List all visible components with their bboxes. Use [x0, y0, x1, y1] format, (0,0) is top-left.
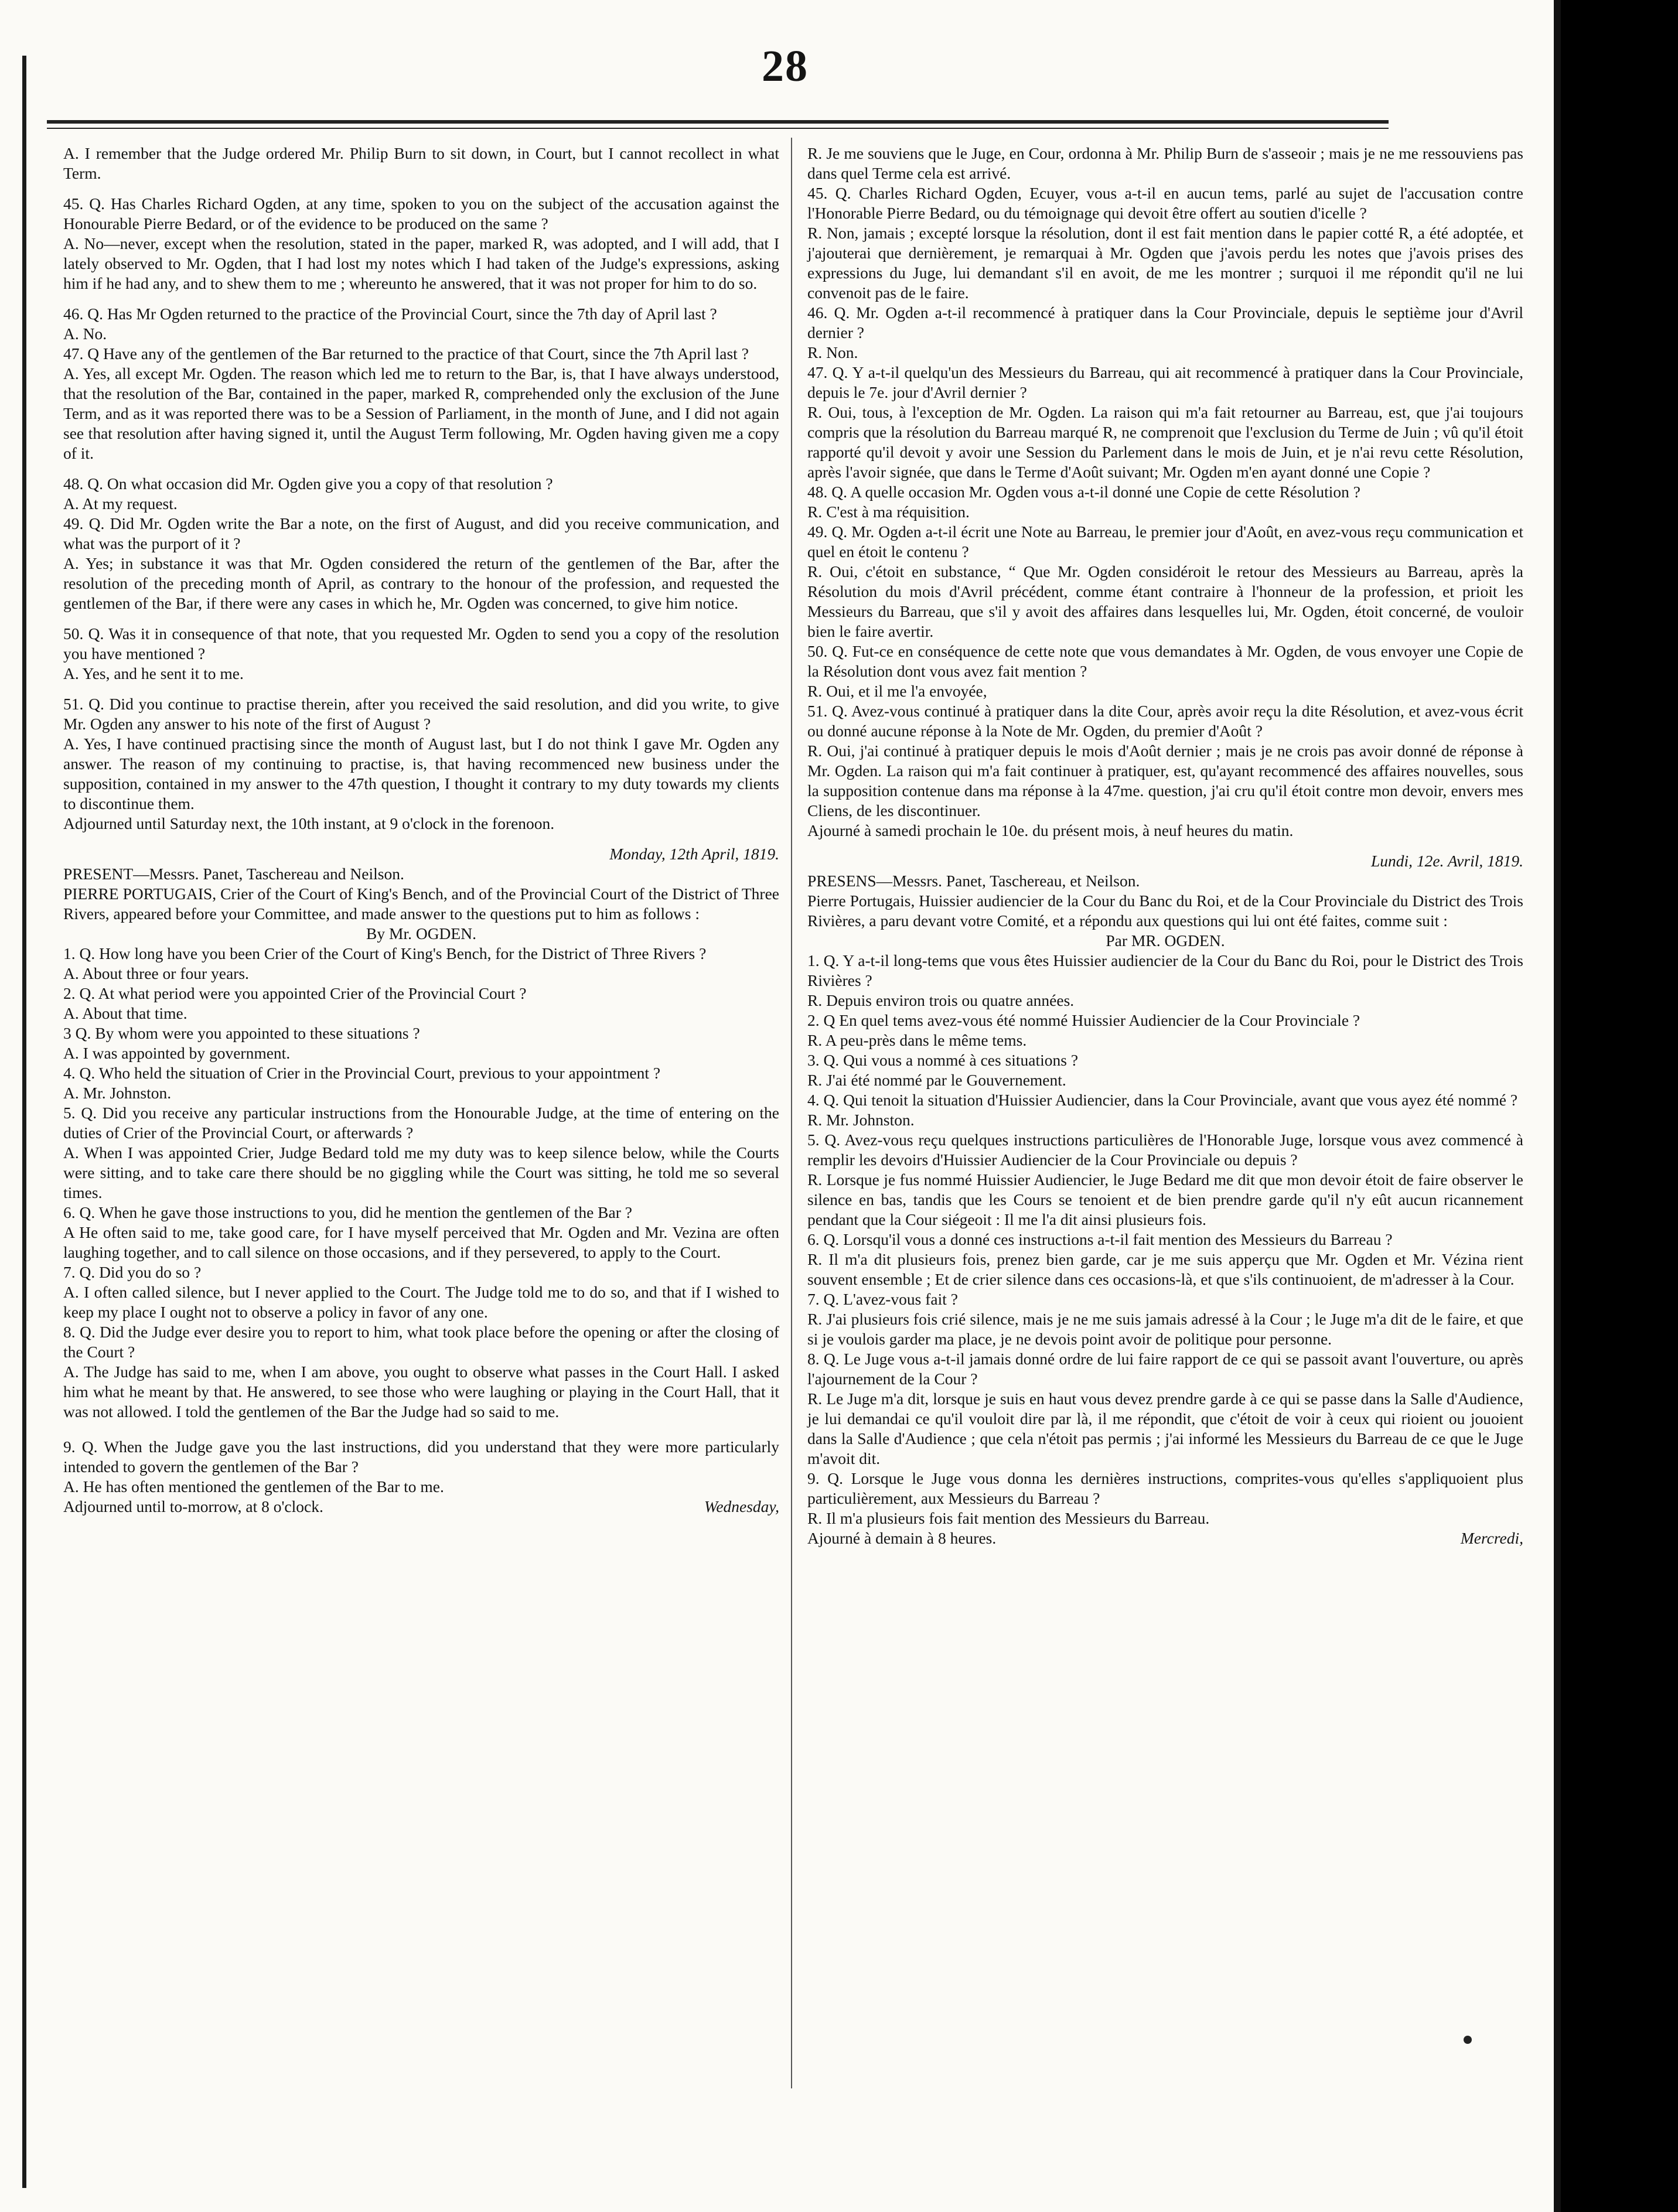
paragraph: Pierre Portugais, Huissier audiencier de la Cour du Banc du Roi, et de la Cour Provinciale du District des Trois Rivières, a paru devant votre Comité, et a répondu aux questions qui lui ont été faites, comme suit :	[807, 892, 1523, 930]
paragraph: 51. Q. Did you continue to practise therein, after you received the said resolution, and did you write, to give Mr. Ogden any answer to his note of the first of August ?	[63, 695, 779, 733]
adjournment-note: Adjourned until to-morrow, at 8 o'clock.	[63, 1497, 323, 1515]
paragraph: A. When I was appointed Crier, Judge Bedard told me my duty was to keep silence below, while the Courts were sitting, and to take care there should be no giggling while the Court was sitting, he told me so several times.	[63, 1143, 779, 1201]
catchword: Wednesday,	[704, 1497, 779, 1515]
paragraph: A. I remember that the Judge ordered Mr. Philip Burn to sit down, in Court, but I cannot recollect in what Term.	[63, 144, 779, 182]
paragraph: A. Yes, all except Mr. Ogden. The reason which led me to return to the Bar, is, that I have always understood, that the resolution of the Bar, contained in the paper, marked R, comprehended only the exclusion of the June Term, and as it was reported there was to be a Session of Parliament, in the month of June, and I did not again see that resolution after having signed it, until the August Term following, Mr. Ogden having given me a copy of it.	[63, 364, 779, 462]
paragraph: 4. Q. Qui tenoit la situation d'Huissier Audiencier, dans la Cour Provinciale, avant que vous ayez été nommé ?	[807, 1091, 1518, 1109]
paragraph: A. No—never, except when the resolution, stated in the paper, marked R, was adopted, and I will add, that I lately observed to Mr. Ogden, that I had lost my notes which I had taken of the Judge's expressions, asking him if he had any, and to shew them to me ; whereunto he answered, that it was not proper for him to do so.	[63, 234, 779, 292]
paragraph: R. Je me souviens que le Juge, en Cour, ordonna à Mr. Philip Burn de s'asseoir ; mais je ne me ressouviens pas dans quel Terme cela est arrivé.	[807, 144, 1523, 182]
page-left-shadow	[22, 56, 26, 2188]
paragraph: 8. Q. Did the Judge ever desire you to report to him, what took place before the opening or after the closing of the Court ?	[63, 1323, 779, 1361]
paragraph: 4. Q. Who held the situation of Crier in the Provincial Court, previous to your appointment ?	[63, 1064, 661, 1082]
catchword: Mercredi,	[1460, 1529, 1523, 1547]
paragraph: A. Yes, I have continued practising since the month of August last, but I do not think I gave Mr. Ogden any answer. The reason of my continuing to practise, is, that having recommenced new business under the supposition, contained in my answer to the 47th question, I thought it contrary to my duty towards my clients to discontinue them.	[63, 735, 779, 813]
paragraph: 5. Q. Avez-vous reçu quelques instructions particulières de l'Honorable Juge, lorsque vous avez commencé à remplir les devoirs d'Huissier Audiencier de la Cour Provinciale ou depuis ?	[807, 1131, 1523, 1169]
header-rule-thick	[47, 120, 1389, 124]
paragraph: 2. Q En quel tems avez-vous été nommé Huissier Audiencier de la Cour Provinciale ?	[807, 1011, 1360, 1029]
paragraph: R. Il m'a dit plusieurs fois, prenez bien garde, car je me suis apperçu que Mr. Ogden et Mr. Vézina rient souvent ensemble ; Et de crier silence dans ces occasions-là, et que s'ils continuoient, de m'adresser à la Cour.	[807, 1250, 1523, 1288]
paragraph: A He often said to me, take good care, for I have myself perceived that Mr. Ogden and Mr. Vezina are often laughing together, and to call silence on those occasions, and if they persevered, to apply to the Court.	[63, 1223, 779, 1261]
paragraph: PRESENT—Messrs. Panet, Taschereau and Neilson.	[63, 865, 404, 883]
paragraph: 50. Q. Was it in consequence of that note, that you requested Mr. Ogden to send you a copy of the resolution you have mentioned ?	[63, 624, 779, 663]
paragraph-spacer	[63, 1422, 779, 1437]
french-column	[807, 144, 1523, 1548]
paragraph: R. Depuis environ trois ou quatre années.	[807, 991, 1075, 1009]
paragraph: A. About that time.	[63, 1004, 187, 1022]
paragraph: 50. Q. Fut-ce en conséquence de cette note que vous demandates à Mr. Ogden, de vous envoyer une Copie de la Résolution dont vous avez fait mention ?	[807, 642, 1523, 680]
paragraph: 2. Q. At what period were you appointed Crier of the Provincial Court ?	[63, 984, 527, 1002]
paragraph: R. Oui, tous, à l'exception de Mr. Ogden. La raison qui m'a fait retourner au Barreau, est, que j'ai toujours compris que la résolution du Barreau marqué R, ne comprenoit que l'exclusion du Terme de Juin ; vû qu'il étoit rapporté qu'il devoit y avoir une Session du Parlement dans le mois de Juin, et je n'ai revu cette Résolution, après l'avoir signée, que dans le Terme d'Août suivant; Mr. Ogden m'en ayant donné une Copie ?	[807, 403, 1523, 481]
paragraph: 3 Q. By whom were you appointed to these situations ?	[63, 1024, 420, 1042]
paragraph: R. Lorsque je fus nommé Huissier Audiencier, le Juge Bedard me dit que mon devoir étoit de faire observer le silence en bas, tandis que les Cours se tenoient et de bien prendre garde qu'il n'y eût aucun ricannement pendant que la Cour siégeoit : Il me l'a dit ainsi plusieurs fois.	[807, 1170, 1523, 1228]
paragraph: 9. Q. Lorsque le Juge vous donna les dernières instructions, comprites-vous qu'elles s'appliquoient plus particulièrement, aux Messieurs du Barreau ?	[807, 1469, 1523, 1507]
paragraph: R. Non.	[807, 343, 858, 361]
paragraph: 1. Q. How long have you been Crier of the Court of King's Bench, for the District of Three Rivers ?	[63, 944, 707, 962]
adjournment-note: Ajourné à demain à 8 heures.	[807, 1529, 997, 1547]
paragraph: 7. Q. Did you do so ?	[63, 1263, 202, 1281]
paragraph: 5. Q. Did you receive any particular instructions from the Honourable Judge, at the time of entering on the duties of Crier of the Provincial Court, or afterwards ?	[63, 1104, 779, 1142]
paragraph: A. I often called silence, but I never applied to the Court. The Judge told me to do so, and that if I wished to keep my place I ought not to observe a policy in favor of any one.	[63, 1283, 779, 1321]
paragraph: R. Le Juge m'a dit, lorsque je suis en haut vous devez prendre garde à ce qui se passe dans la Salle d'Audience, je lui demandai ce qu'il vouloit dire par là, il me répondit, que c'étoit de voir à ceux qui rioient ou jouoient dans la Salle d'Audience ; que cela n'étoit pas permis ; j'ai informé les Messieurs du Barreau de ce que le Juge m'avoit dit.	[807, 1390, 1523, 1467]
ink-spot	[1464, 2036, 1472, 2044]
english-column	[63, 144, 779, 1517]
paragraph: R. Non, jamais ; excepté lorsque la résolution, dont il est fait mention dans le papier cotté R, a été adoptée, et j'ajouterai que dernièrement, je remarquai à Mr. Ogden que j'avois perdu les notes que j'avois prises des expressions du Juge, lui demandant s'il en avoit, de me les montrer ; surquoi il me répondit qu'il ne lui convenoit pas de le faire.	[807, 224, 1523, 302]
paragraph: A. Mr. Johnston.	[63, 1084, 172, 1102]
paragraph: A. No.	[63, 325, 107, 343]
paragraph: A. About three or four years.	[63, 964, 249, 982]
session-date: Lundi, 12e. Avril, 1819.	[1371, 852, 1523, 870]
paragraph: R. J'ai plusieurs fois crié silence, mais je ne me suis jamais adressé à la Cour ; le Juge m'a dit de le faire, et que si je voulois garder ma place, je ne devois point avoir de politique pour personne.	[807, 1310, 1523, 1348]
paragraph: PRESENS—Messrs. Panet, Taschereau, et Neilson.	[807, 872, 1140, 890]
page-right-edge	[1554, 0, 1561, 2212]
paragraph: 47. Q Have any of the gentlemen of the Bar returned to the practice of that Court, since the 7th April last ?	[63, 344, 749, 363]
paragraph: 46. Q. Mr. Ogden a-t-il recommencé à pratiquer dans la Cour Provinciale, depuis le septième jour d'Avril dernier ?	[807, 303, 1523, 342]
paragraph: 46. Q. Has Mr Ogden returned to the practice of the Provincial Court, since the 7th day of April last ?	[63, 305, 717, 323]
paragraph: A. I was appointed by government.	[63, 1044, 291, 1062]
paragraph: 9. Q. When the Judge gave you the last instructions, did you understand that they were more particularly intended to govern the gentlemen of the Bar ?	[63, 1438, 779, 1476]
paragraph: 7. Q. L'avez-vous fait ?	[807, 1290, 958, 1308]
paragraph: R. C'est à ma réquisition.	[807, 503, 970, 521]
paragraph: A. He has often mentioned the gentlemen of the Bar to me.	[63, 1477, 444, 1496]
paragraph: R. J'ai été nommé par le Gouvernement.	[807, 1071, 1066, 1089]
paragraph: 51. Q. Avez-vous continué à pratiquer dans la dite Cour, après avoir reçu la dite Résolution, et avez-vous écrit ou donné aucune réponse à la Note de Mr. Ogden, du premier d'Août ?	[807, 702, 1523, 740]
page-number: 28	[762, 42, 809, 91]
paragraph: PIERRE PORTUGAIS, Crier of the Court of King's Bench, and of the Provincial Court of the District of Three Rivers, appeared before your Committee, and made answer to the questions put to him as follows :	[63, 885, 779, 923]
paragraph: 1. Q. Y a-t-il long-tems que vous êtes Huissier audiencier de la Cour du Banc du Roi, pour le District des Trois Rivières ?	[807, 951, 1523, 989]
paragraph: 48. Q. A quelle occasion Mr. Ogden vous a-t-il donné une Copie de cette Résolution ?	[807, 483, 1360, 501]
paragraph: 3. Q. Qui vous a nommé à ces situations ?	[807, 1051, 1079, 1069]
paragraph: 49. Q. Mr. Ogden a-t-il écrit une Note au Barreau, le premier jour d'Août, en avez-vous reçu communication et quel en étoit le contenu ?	[807, 523, 1523, 561]
paragraph: R. Oui, j'ai continué à pratiquer depuis le mois d'Août dernier ; mais je ne crois pas avoir donné de réponse à Mr. Ogden. La raison qui m'a fait continuer à pratiquer, est, qu'ayant recommencé des affaires nouvelles, sous la supposition contenue dans ma réponse à la 47me. question, j'ai cru qu'il étoit contre mon devoir, envers mes Cliens, de les discontinuer.	[807, 742, 1523, 820]
paragraph: A. Yes, and he sent it to me.	[63, 664, 244, 682]
paragraph: R. Mr. Johnston.	[807, 1111, 915, 1129]
section-heading: By Mr. OGDEN.	[366, 924, 476, 943]
paragraph: 8. Q. Le Juge vous a-t-il jamais donné ordre de lui faire rapport de ce qui se passoit avant l'ouverture, ou après l'ajournement de la Cour ?	[807, 1350, 1523, 1388]
paragraph: R. A peu-près dans le même tems.	[807, 1031, 1027, 1049]
paragraph: 6. Q. Lorsqu'il vous a donné ces instructions a-t-il fait mention des Messieurs du Barreau ?	[807, 1230, 1393, 1248]
paragraph: 45. Q. Has Charles Richard Ogden, at any time, spoken to you on the subject of the accusation against the Honourable Pierre Bedard, or of the evidence to be produced on the same ?	[63, 194, 779, 233]
paragraph: 49. Q. Did Mr. Ogden write the Bar a note, on the first of August, and did you receive communication, and what was the purport of it ?	[63, 514, 779, 552]
paragraph: 45. Q. Charles Richard Ogden, Ecuyer, vous a-t-il en aucun tems, parlé au sujet de l'accusation contre l'Honorable Pierre Bedard, ou du témoignage qui devoit être offert au soutien d'icelle ?	[807, 184, 1523, 222]
session-date: Monday, 12th April, 1819.	[609, 845, 779, 863]
paragraph: A. At my request.	[63, 494, 178, 513]
paragraph: 48. Q. On what occasion did Mr. Ogden give you a copy of that resolution ?	[63, 475, 553, 493]
column-footer	[807, 1528, 1523, 1548]
section-heading: Par MR. OGDEN.	[1106, 931, 1225, 950]
paragraph: Ajourné à samedi prochain le 10e. du présent mois, à neuf heures du matin.	[807, 821, 1294, 839]
paragraph: A. The Judge has said to me, when I am above, you ought to observe what passes in the Court Hall. I asked him what he meant by that. He answered, to see those who were laughing or playing in the Court Hall, that it was not allowed. I told the gentlemen of the Bar the Judge had so said to me.	[63, 1363, 779, 1421]
paragraph: 6. Q. When he gave those instructions to you, did he mention the gentlemen of the Bar ?	[63, 1203, 632, 1221]
paragraph: 47. Q. Y a-t-il quelqu'un des Messieurs du Barreau, qui ait recommencé à pratiquer dans la Cour Provinciale, depuis le 7e. jour d'Avril dernier ?	[807, 363, 1523, 401]
column-footer	[63, 1497, 779, 1517]
paragraph: A. Yes; in substance it was that Mr. Ogden considered the return of the gentlemen of the Bar, after the resolution of the preceding month of April, as contrary to the honour of the profession, and requested the gentlemen of the Bar, if there were any cases in which he, Mr. Ogden was concerned, to give him notice.	[63, 554, 779, 612]
paragraph: Adjourned until Saturday next, the 10th instant, at 9 o'clock in the forenoon.	[63, 814, 555, 832]
column-divider	[791, 138, 792, 2088]
paragraph: R. Il m'a plusieurs fois fait mention des Messieurs du Barreau.	[807, 1509, 1210, 1527]
paragraph: R. Oui, c'étoit en substance, “ Que Mr. Ogden considéroit le retour des Messieurs au Barreau, après la Résolution du mois d'Avril précédent, comme étant contraire à l'honneur de la profession, et prioit les Messieurs du Barreau, que s'il y avoit des affaires dans lesquelles lui, Mr. Ogden, étoit concerné, de vouloir bien le faire avertir.	[807, 562, 1523, 640]
paragraph: R. Oui, et il me l'a envoyée,	[807, 682, 987, 700]
header-rule-thin	[47, 128, 1389, 129]
